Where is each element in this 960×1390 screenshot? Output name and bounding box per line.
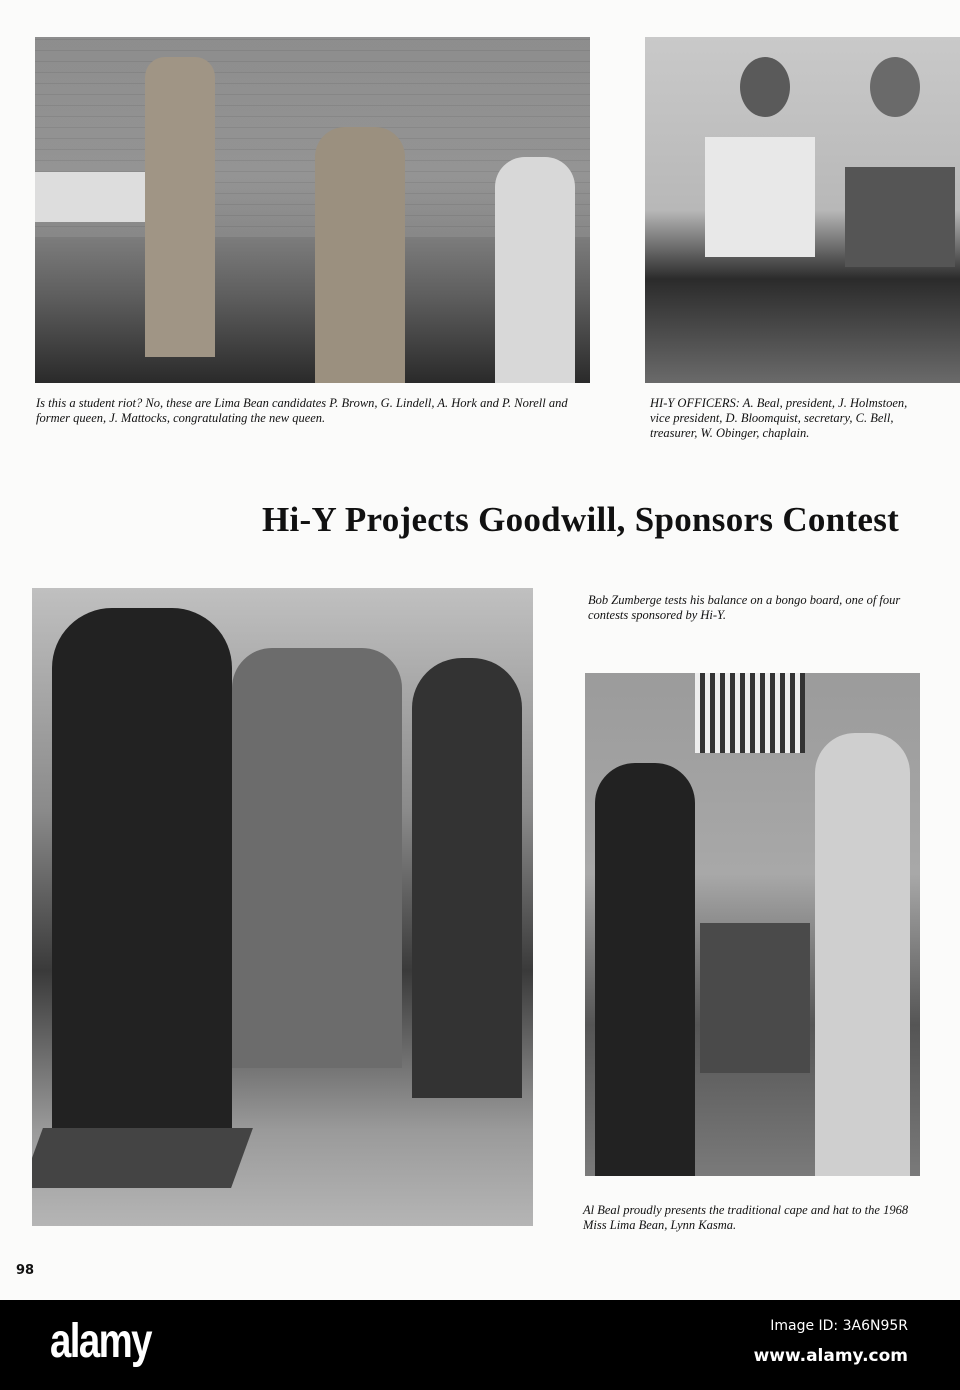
photo-caption: HI-Y OFFICERS: A. Beal, president, J. Holmstoen, vice president, D. Bloomquist, secretary, C. Bell, treasurer, W. Obinger, chaplain. [650,396,908,440]
photo-caption: Bob Zumberge tests his balance on a bongo board, one of four contests sponsored by Hi-Y. [588,593,901,622]
alamy-logo: alamy [50,1315,151,1368]
photo-caption: Al Beal proudly presents the traditional cape and hat to the 1968 Miss Lima Bean, Lynn Kasma. [583,1203,909,1232]
site-url: www.alamy.com [753,1346,908,1366]
photo-bongo-board [32,588,533,1226]
photo-lima-bean-candidates [35,37,590,383]
photo-hi-y-officers [645,37,960,383]
photo-caption: Is this a student riot? No, these are Lima Bean candidates P. Brown, G. Lindell, A. Hork and P. Norell and former queen, J. Mattocks, congratulating the new queen. [36,396,568,425]
page-title: Hi-Y Projects Goodwill, Sponsors Contest [262,500,900,539]
page-number: 98 [16,1263,35,1278]
image-id: Image ID: 3A6N95R [770,1318,908,1334]
photo-miss-lima-bean [585,673,920,1176]
watermark-footer [0,1300,960,1390]
